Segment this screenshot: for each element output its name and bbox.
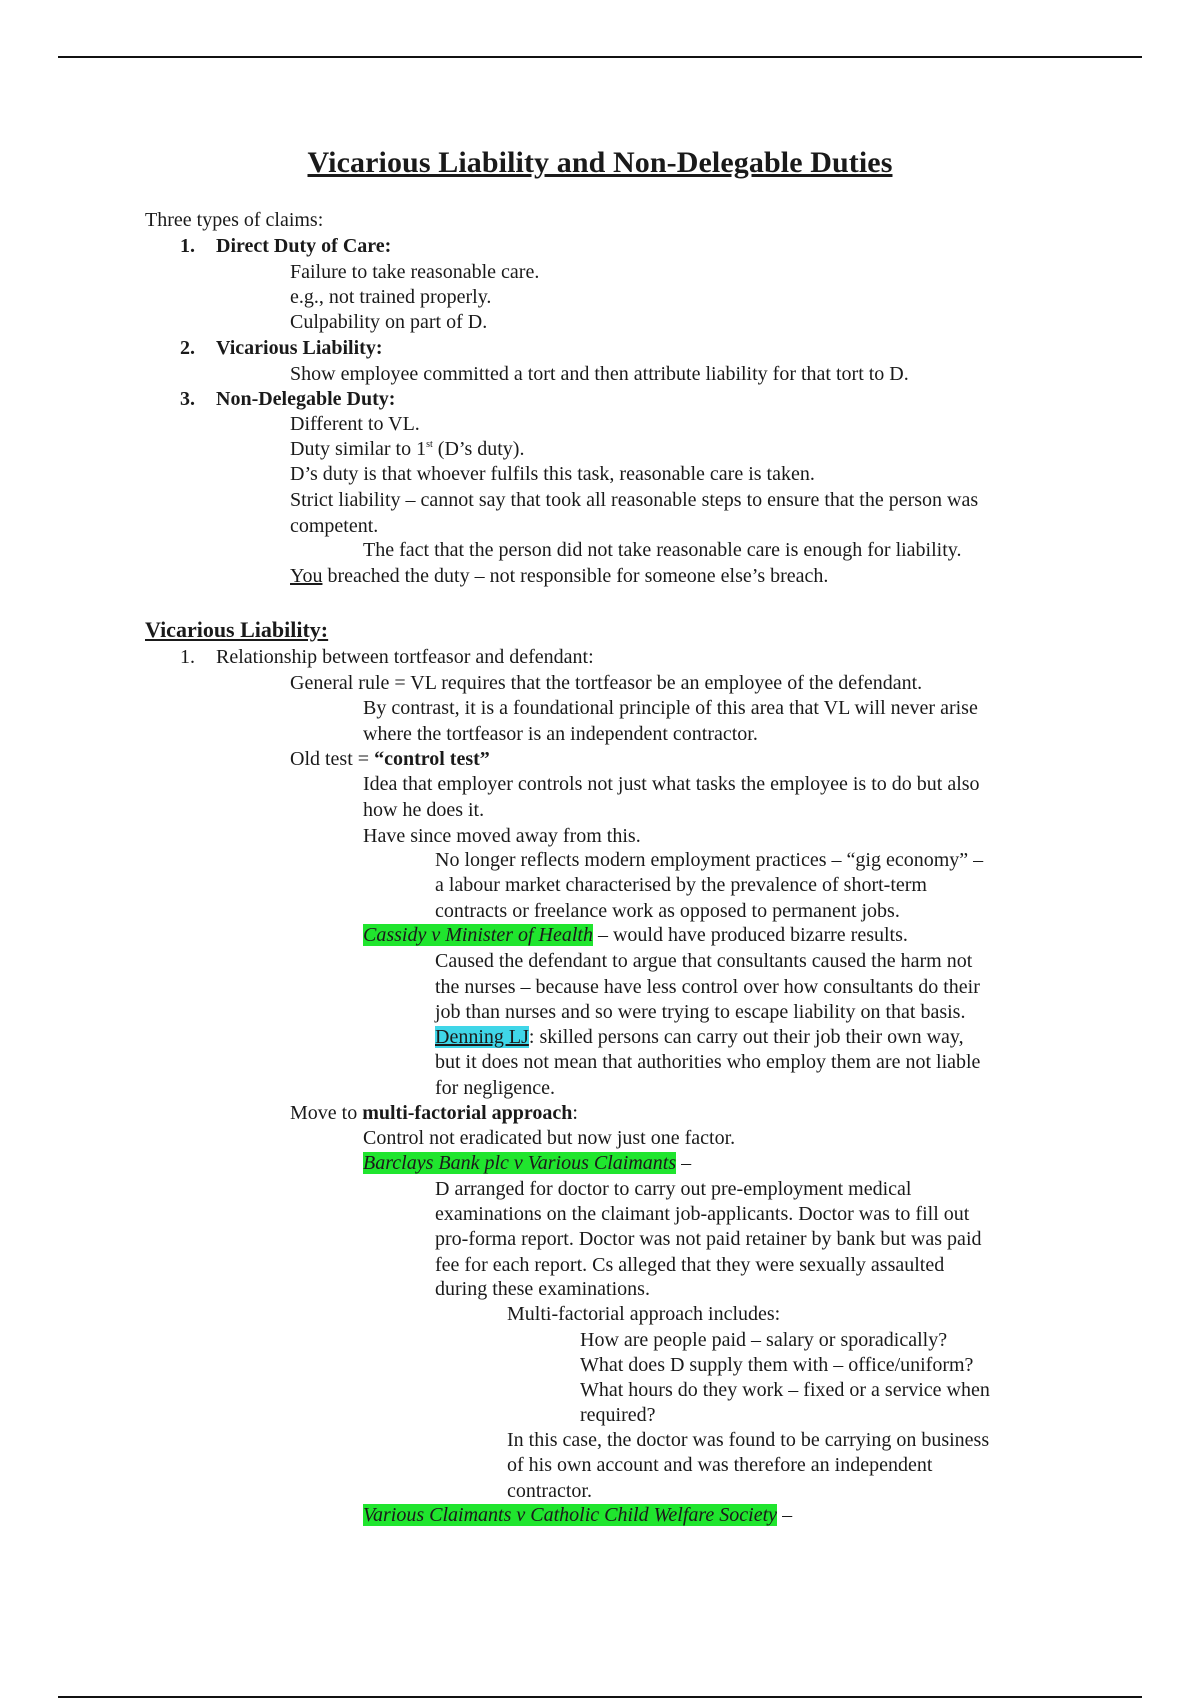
claim-3-line: You breached the duty – not responsible for someone else’s breach. xyxy=(290,565,829,587)
claim-heading-3: 3. Non-Delegable Duty: xyxy=(180,388,396,410)
vl-line: General rule = VL requires that the tortfeasor be an employee of the defendant. xyxy=(290,672,923,694)
vl-line: In this case, the doctor was found to be carrying on business xyxy=(507,1429,990,1451)
vl-line: Multi-factorial approach includes: xyxy=(507,1303,781,1325)
vl-line: Have since moved away from this. xyxy=(363,825,641,847)
intro-text: Three types of claims: xyxy=(145,209,324,231)
claim-1-line: e.g., not trained properly. xyxy=(290,286,492,308)
vl-line: No longer reflects modern employment practices – “gig economy” – xyxy=(435,849,984,871)
vl-line: contractor. xyxy=(507,1480,592,1502)
claim-3-line: D’s duty is that whoever fulfils this task, reasonable care is taken. xyxy=(290,463,815,485)
top-rule xyxy=(58,56,1142,58)
vl-line: How are people paid – salary or sporadically? xyxy=(580,1329,948,1351)
section-heading: Vicarious Liability: xyxy=(145,617,329,642)
vl-line: By contrast, it is a foundational principle of this area that VL will never arise xyxy=(363,697,978,719)
vl-line: how he does it. xyxy=(363,799,485,821)
vl-line: examinations on the claimant job-applicants. Doctor was to fill out xyxy=(435,1203,970,1225)
vl-line: Idea that employer controls not just what tasks the employee is to do but also xyxy=(363,773,980,795)
vl-line: Old test = “control test” xyxy=(290,748,490,770)
claim-1-line: Culpability on part of D. xyxy=(290,311,488,333)
vl-line: fee for each report. Cs alleged that they were sexually assaulted xyxy=(435,1254,945,1276)
vl-line: pro-forma report. Doctor was not paid retainer by bank but was paid xyxy=(435,1228,982,1250)
denning-line: Denning LJ: skilled persons can carry out their job their own way, xyxy=(435,1026,964,1048)
vl-line: required? xyxy=(580,1404,656,1426)
case-various-claimants: Various Claimants v Catholic Child Welfare Society – xyxy=(363,1504,793,1526)
claim-1-line: Failure to take reasonable care. xyxy=(290,261,540,283)
vl-line: Control not eradicated but now just one factor. xyxy=(363,1127,736,1149)
vl-line: job than nurses and so were trying to escape liability on that basis. xyxy=(435,1001,966,1023)
claim-2-line: Show employee committed a tort and then attribute liability for that tort to D. xyxy=(290,363,909,385)
vl-line: Caused the defendant to argue that consultants caused the harm not xyxy=(435,950,973,972)
case-barclays: Barclays Bank plc v Various Claimants – xyxy=(363,1152,692,1174)
vl-line: a labour market characterised by the prevalence of short-term xyxy=(435,874,927,896)
claim-3-line: The fact that the person did not take reasonable care is enough for liability. xyxy=(363,539,962,561)
vl-line: What hours do they work – fixed or a service when xyxy=(580,1379,990,1401)
vl-line: Move to multi-factorial approach: xyxy=(290,1102,578,1124)
claim-heading-1: 1. Direct Duty of Care: xyxy=(180,235,392,257)
vl-line: for negligence. xyxy=(435,1077,555,1099)
page-title: Vicarious Liability and Non-Delegable Duties xyxy=(307,146,893,179)
claim-3-line: Duty similar to 1st (D’s duty). xyxy=(290,438,525,460)
claim-3-line: competent. xyxy=(290,515,379,537)
claim-3-line: Strict liability – cannot say that took all reasonable steps to ensure that the person was xyxy=(290,489,979,511)
bottom-rule xyxy=(58,1696,1142,1698)
vl-line: where the tortfeasor is an independent contractor. xyxy=(363,723,758,745)
vl-line: of his own account and was therefore an independent xyxy=(507,1454,933,1476)
vl-item-1: 1. Relationship between tortfeasor and defendant: xyxy=(180,646,594,668)
claim-3-line: Different to VL. xyxy=(290,413,420,435)
vl-line: What does D supply them with – office/uniform? xyxy=(580,1354,974,1376)
case-cassidy: Cassidy v Minister of Health – would have produced bizarre results. xyxy=(363,924,908,946)
vl-line: during these examinations. xyxy=(435,1278,650,1300)
claim-heading-2: 2. Vicarious Liability: xyxy=(180,337,383,359)
vl-line: D arranged for doctor to carry out pre-employment medical xyxy=(435,1178,912,1200)
vl-line: but it does not mean that authorities who employ them are not liable xyxy=(435,1051,981,1073)
vl-line: the nurses – because have less control over how consultants do their xyxy=(435,976,980,998)
vl-line: contracts or freelance work as opposed to permanent jobs. xyxy=(435,900,900,922)
